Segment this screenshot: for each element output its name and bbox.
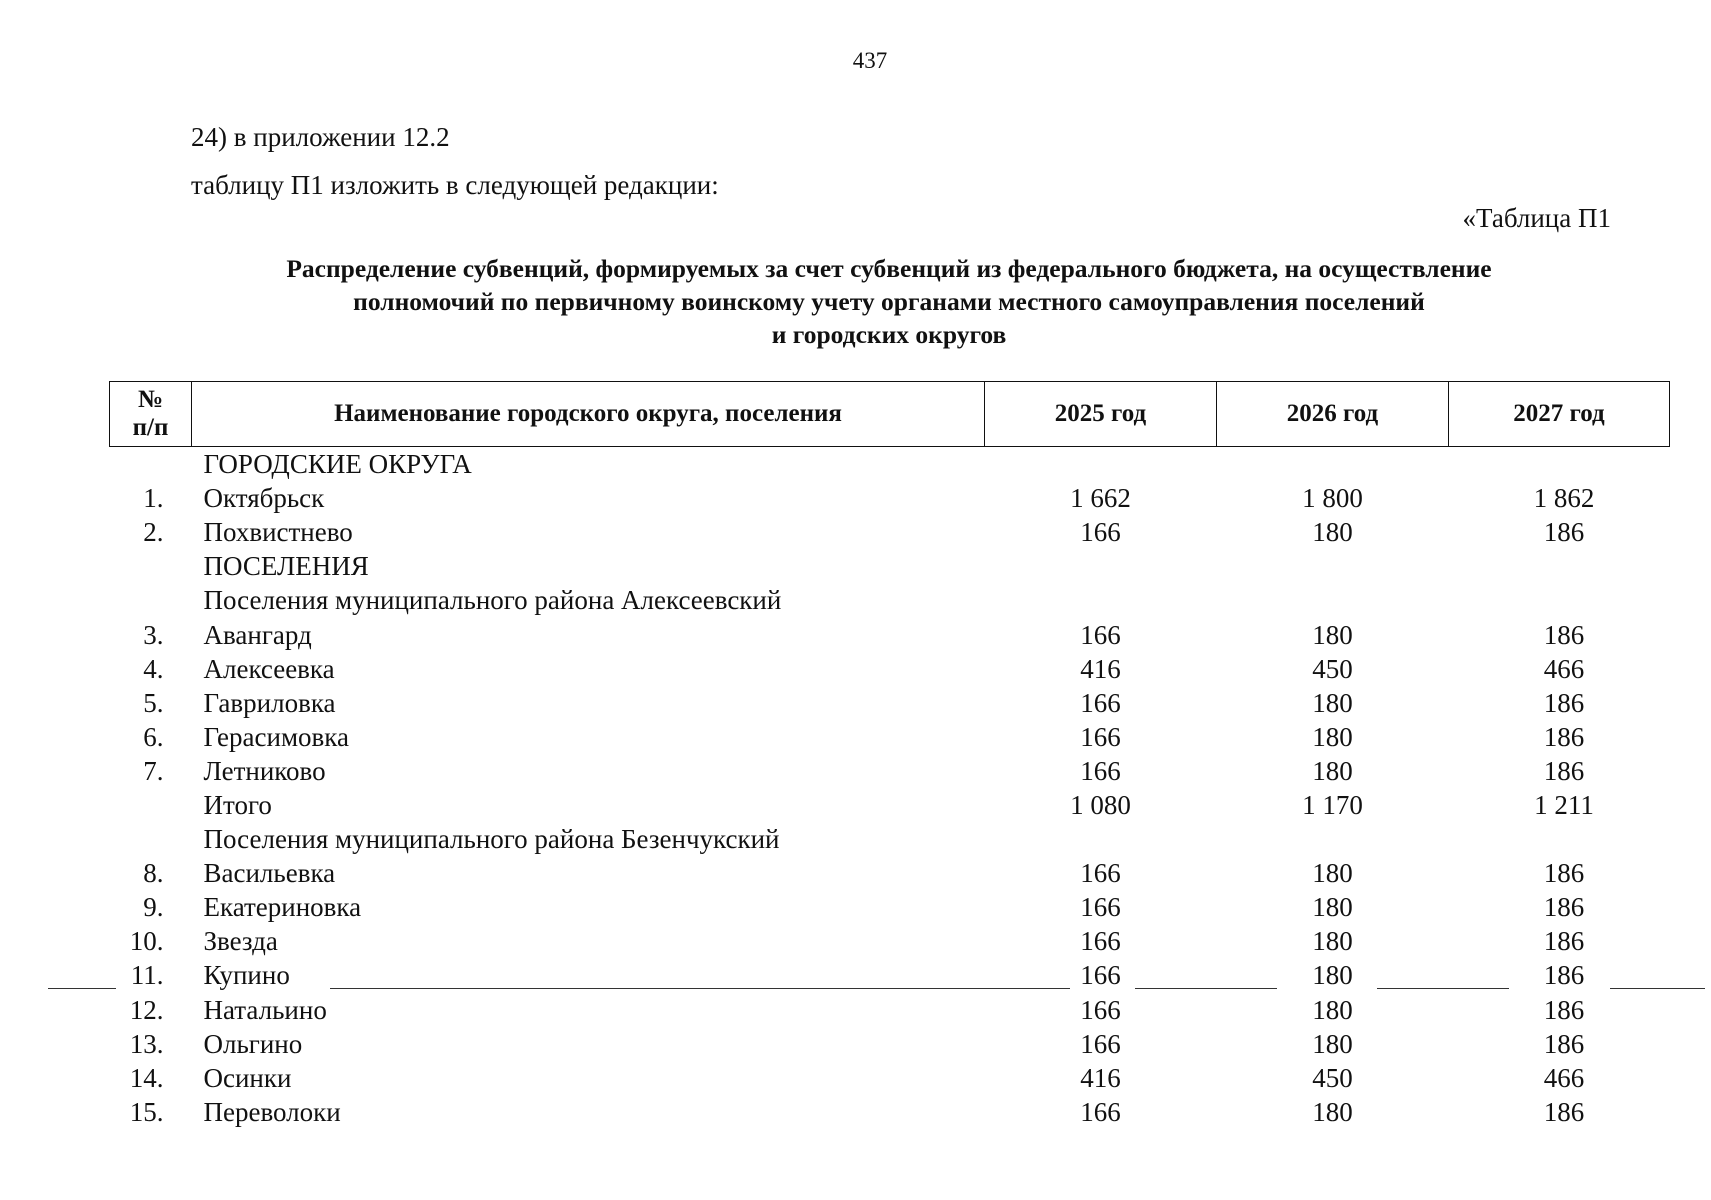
row-value-2027: 186 <box>1543 858 1585 889</box>
row-value-2027: 1 862 <box>1533 483 1595 514</box>
table-row <box>110 822 1670 856</box>
row-name: Алексеевка <box>203 653 335 684</box>
row-value-2026: 1 800 <box>1302 483 1363 514</box>
row-number <box>110 549 192 583</box>
row-value-2025: 166 <box>1080 517 1121 548</box>
row-name: Итого <box>203 789 272 820</box>
row-value-2026: 450 <box>1312 653 1353 684</box>
row-number: 12. <box>129 994 164 1025</box>
row-value-2027 <box>1449 549 1670 583</box>
row-name: ПОСЕЛЕНИЯ <box>203 551 369 582</box>
row-number: 15. <box>129 1096 164 1127</box>
row-number: 4. <box>143 653 164 684</box>
row-value-2025: 166 <box>1080 721 1121 752</box>
row-value-2026: 180 <box>1312 687 1353 718</box>
row-value-2025: 416 <box>1080 653 1121 684</box>
intro-line-2: таблицу П1 изложить в следующей редакции: <box>191 170 719 200</box>
row-value-2027: 186 <box>1543 721 1585 752</box>
table-row <box>110 686 1670 720</box>
row-value-2026: 450 <box>1312 1062 1353 1093</box>
row-value-2026: 180 <box>1312 1028 1353 1059</box>
row-number <box>110 822 192 856</box>
row-value-2025 <box>985 549 1217 583</box>
row-number: 7. <box>143 755 164 786</box>
row-value-2027: 1 211 <box>1534 789 1594 820</box>
title-line-2: полномочий по первичному воинскому учету органами местного самоуправления поселений <box>353 287 1425 316</box>
row-value-2027: 186 <box>1543 1028 1585 1059</box>
header-num-line-2: п/п <box>132 414 169 441</box>
row-number <box>110 583 192 617</box>
row-number: 8. <box>143 858 164 889</box>
row-value-2026: 180 <box>1312 619 1353 650</box>
table-row <box>110 890 1670 924</box>
row-number: 2. <box>143 517 164 548</box>
header-name: Наименование городского округа, поселения <box>192 382 985 447</box>
row-name: Гавриловка <box>203 687 336 718</box>
row-value-2025 <box>985 583 1217 617</box>
row-value-2026 <box>1217 549 1449 583</box>
row-number: 10. <box>129 926 164 957</box>
table-header <box>110 382 1670 447</box>
row-number: 5. <box>143 687 164 718</box>
row-value-2027: 186 <box>1543 619 1585 650</box>
row-number: 13. <box>129 1028 164 1059</box>
row-number: 1. <box>143 483 164 514</box>
table-row <box>110 515 1670 549</box>
table-row <box>110 583 1670 617</box>
table-label: «Таблица П1 <box>1462 203 1611 233</box>
row-value-2026 <box>1217 822 1449 856</box>
row-value-2025: 166 <box>1080 994 1121 1025</box>
row-name: Осинки <box>203 1062 292 1093</box>
table-row <box>110 481 1670 515</box>
row-name: ГОРОДСКИЕ ОКРУГА <box>203 449 472 480</box>
table-row <box>110 549 1670 583</box>
scan-line-right-1 <box>1135 988 1277 989</box>
row-name: Ольгино <box>203 1028 303 1059</box>
row-value-2027: 186 <box>1543 926 1585 957</box>
row-name: Васильевка <box>203 858 336 889</box>
row-value-2027: 186 <box>1543 994 1585 1025</box>
row-name: Герасимовка <box>203 721 349 752</box>
table-row <box>110 447 1670 482</box>
row-value-2027 <box>1449 583 1670 617</box>
row-name: Поселения муниципального района Безенчукский <box>203 824 780 855</box>
table-title <box>109 252 1669 351</box>
row-value-2025: 166 <box>1080 892 1121 923</box>
header-num <box>110 382 192 447</box>
row-value-2027: 186 <box>1543 687 1585 718</box>
row-number <box>110 788 192 822</box>
row-name: Летниково <box>203 755 326 786</box>
row-value-2025: 166 <box>1080 687 1121 718</box>
row-value-2027: 186 <box>1543 892 1585 923</box>
row-value-2026: 180 <box>1312 892 1353 923</box>
row-value-2026: 180 <box>1312 994 1353 1025</box>
row-number: 6. <box>143 721 164 752</box>
row-value-2025 <box>985 822 1217 856</box>
header-row <box>110 382 1670 447</box>
row-value-2026: 180 <box>1312 858 1353 889</box>
row-name: Похвистнево <box>203 517 353 548</box>
row-number <box>110 447 192 482</box>
row-number: 11. <box>130 960 164 991</box>
table-row <box>110 617 1670 651</box>
header-2027: 2027 год <box>1449 382 1670 447</box>
row-value-2027: 186 <box>1543 755 1585 786</box>
row-value-2027: 186 <box>1543 1096 1585 1127</box>
row-value-2027: 186 <box>1543 960 1585 991</box>
row-value-2026: 180 <box>1312 721 1353 752</box>
row-value-2027: 466 <box>1543 1062 1585 1093</box>
table-row <box>110 856 1670 890</box>
row-value-2027: 466 <box>1543 653 1585 684</box>
row-value-2026: 180 <box>1312 1096 1353 1127</box>
row-value-2025: 166 <box>1080 1096 1121 1127</box>
table-row <box>110 720 1670 754</box>
scan-line-left <box>48 988 116 989</box>
header-2026: 2026 год <box>1217 382 1449 447</box>
row-value-2025: 166 <box>1080 926 1121 957</box>
table-row <box>110 652 1670 686</box>
row-value-2027 <box>1449 447 1670 482</box>
title-line-1: Распределение субвенций, формируемых за счет субвенций из федерального бюджета, на осуществление <box>286 254 1492 283</box>
row-number: 3. <box>143 619 164 650</box>
row-value-2025: 166 <box>1080 619 1121 650</box>
row-value-2025: 416 <box>1080 1062 1121 1093</box>
table-row <box>110 1061 1670 1095</box>
scan-line-middle <box>330 988 1070 989</box>
scan-line-right-2 <box>1377 988 1509 989</box>
row-value-2025: 166 <box>1080 858 1121 889</box>
row-value-2025: 1 080 <box>1070 789 1131 820</box>
row-value-2026 <box>1217 447 1449 482</box>
row-value-2027 <box>1449 822 1670 856</box>
row-name: Натальино <box>203 994 327 1025</box>
table-row <box>110 1027 1670 1061</box>
header-2025: 2025 год <box>985 382 1217 447</box>
subvention-table <box>109 381 1670 1129</box>
title-line-3: и городских округов <box>771 320 1007 349</box>
table-body <box>110 447 1670 1129</box>
row-value-2026 <box>1217 583 1449 617</box>
row-value-2026: 180 <box>1312 926 1353 957</box>
row-name: Екатериновка <box>203 892 362 923</box>
table-row <box>110 1095 1670 1129</box>
table-row <box>110 754 1670 788</box>
row-value-2025: 166 <box>1080 1028 1121 1059</box>
row-value-2025: 1 662 <box>1070 483 1131 514</box>
table-row <box>110 924 1670 958</box>
scan-line-right-3 <box>1610 988 1705 989</box>
row-number: 14. <box>129 1062 164 1093</box>
row-name: Купино <box>203 960 290 991</box>
row-value-2025: 166 <box>1080 755 1121 786</box>
row-value-2027: 186 <box>1543 517 1585 548</box>
table-row <box>110 788 1670 822</box>
row-value-2026: 180 <box>1312 755 1353 786</box>
row-name: Звезда <box>203 926 278 957</box>
page-number: 437 <box>852 48 888 73</box>
row-name: Поселения муниципального района Алексеевский <box>203 585 782 616</box>
intro-line-1: 24) в приложении 12.2 <box>191 122 450 152</box>
row-value-2025: 166 <box>1080 960 1121 991</box>
row-value-2026: 180 <box>1312 517 1353 548</box>
row-name: Октябрьск <box>203 483 325 514</box>
row-name: Переволоки <box>203 1096 341 1127</box>
row-value-2025 <box>985 447 1217 482</box>
row-value-2026: 180 <box>1312 960 1353 991</box>
row-name: Авангард <box>203 619 312 650</box>
header-num-line-1: № <box>137 386 164 413</box>
row-value-2026: 1 170 <box>1302 789 1363 820</box>
table-row <box>110 993 1670 1027</box>
row-number: 9. <box>143 892 164 923</box>
